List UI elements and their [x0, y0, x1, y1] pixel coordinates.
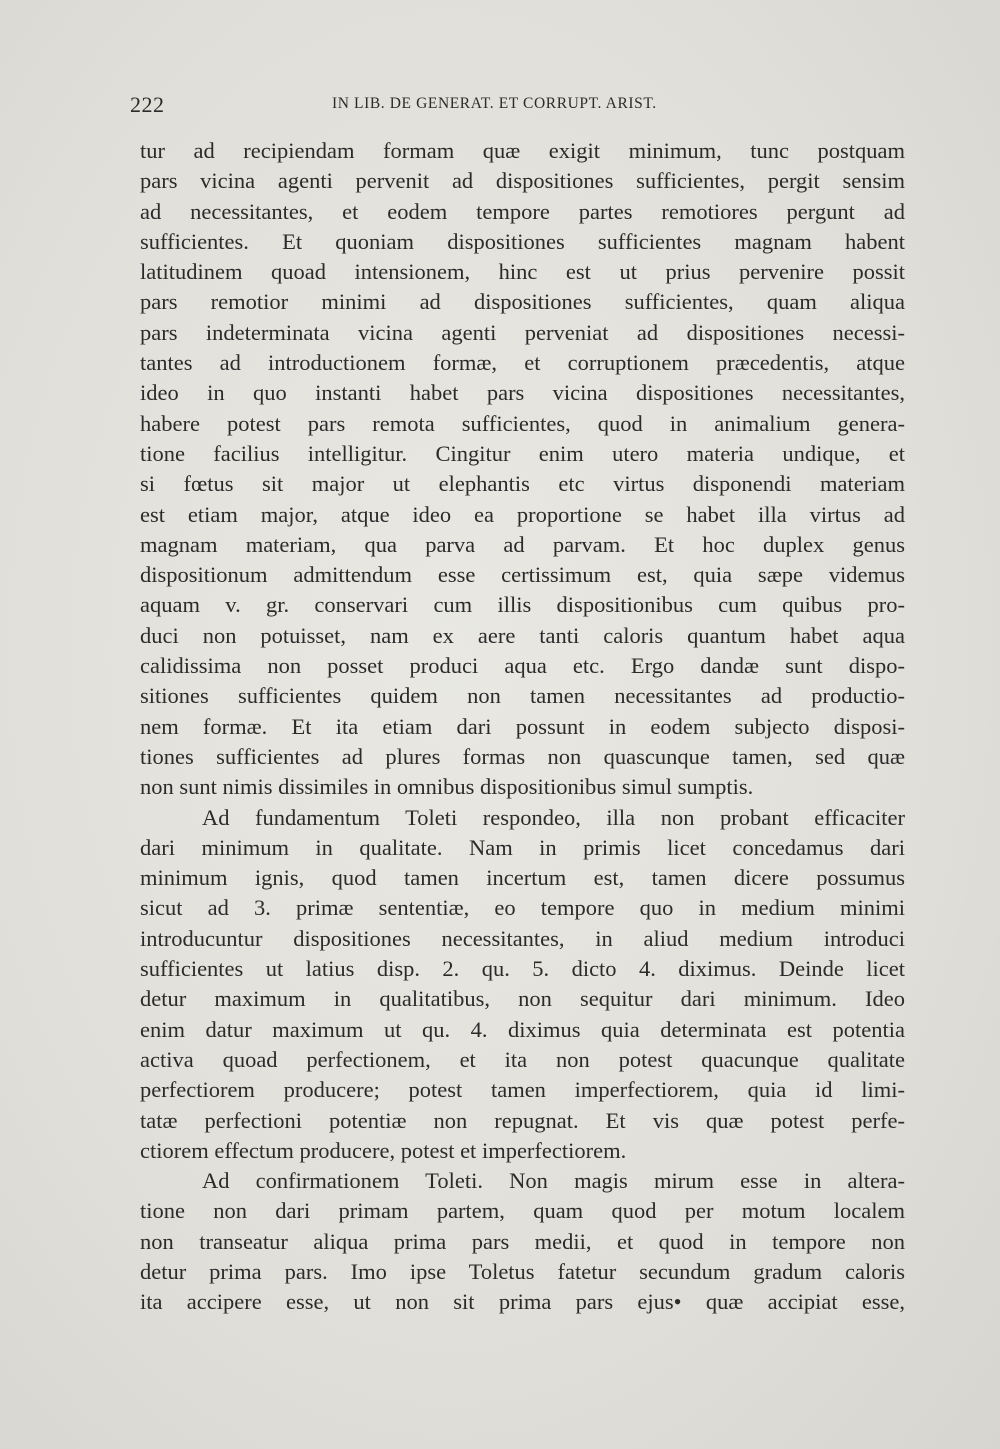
- text-line: pars remotior minimi ad dispositiones sufficientes, quam aliqua: [140, 289, 905, 315]
- text-line: activa quoad perfectionem, et ita non potest quacunque qualitate: [140, 1046, 905, 1072]
- text-line: si fœtus sit major ut elephantis etc virtus disponendi materiam: [140, 471, 905, 497]
- text-line: dari minimum in qualitate. Nam in primis licet concedamus dari: [140, 834, 905, 860]
- paragraph-first-line: Ad confirmationem Toleti. Non magis mirum esse in altera-: [202, 1168, 905, 1194]
- text-line: aquam v. gr. conservari cum illis dispositionibus cum quibus pro-: [140, 592, 905, 618]
- text-line: duci non potuisset, nam ex aere tanti caloris quantum habet aqua: [140, 622, 905, 648]
- paragraph-last-line: ctiorem effectum producere, potest et imperfectiorem.: [140, 1137, 627, 1163]
- text-line: pars indeterminata vicina agenti perveniat ad dispositiones necessi-: [140, 319, 905, 345]
- text-line: sicut ad 3. primæ sententiæ, eo tempore quo in medium minimi: [140, 895, 905, 921]
- running-head: [130, 92, 720, 122]
- text-line: sitiones sufficientes quidem non tamen necessitantes ad productio-: [140, 683, 905, 709]
- text-line: tione non dari primam partem, quam quod per motum localem: [140, 1198, 905, 1224]
- text-line: calidissima non posset produci aqua etc. Ergo dandæ sunt dispo-: [140, 653, 905, 679]
- text-line: sufficientes ut latius disp. 2. qu. 5. dicto 4. diximus. Deinde licet: [140, 956, 905, 982]
- text-line: non transeatur aliqua prima pars medii, et quod in tempore non: [140, 1228, 905, 1254]
- text-line: habere potest pars remota sufficientes, quod in animalium genera-: [140, 410, 905, 436]
- text-line: latitudinem quoad intensionem, hinc est ut prius pervenire possit: [140, 259, 905, 285]
- text-line: tatæ perfectioni potentiæ non repugnat. Et vis quæ potest perfe-: [140, 1107, 905, 1133]
- text-line: pars vicina agenti pervenit ad dispositiones sufficientes, pergit sensim: [140, 168, 905, 194]
- paragraph-last-line: non sunt nimis dissimiles in omnibus dispositionibus simul sumptis.: [140, 774, 754, 800]
- text-line: minimum ignis, quod tamen incertum est, tamen dicere possumus: [140, 865, 905, 891]
- text-line: dispositionum admittendum esse certissimum est, quia sæpe videmus: [140, 562, 905, 588]
- text-line: ideo in quo instanti habet pars vicina dispositiones necessitantes,: [140, 380, 905, 406]
- text-line: tiones sufficientes ad plures formas non quascunque tamen, sed quæ: [140, 743, 905, 769]
- text-line: perfectiorem producere; potest tamen imperfectiorem, quia id limi-: [140, 1077, 905, 1103]
- text-line: ita accipere esse, ut non sit prima pars ejus• quæ accipiat esse,: [140, 1289, 905, 1315]
- text-line: introducuntur dispositiones necessitantes, in aliud medium introduci: [140, 925, 905, 951]
- text-line: ad necessitantes, et eodem tempore partes remotiores pergunt ad: [140, 198, 905, 224]
- text-line: tione facilius intelligitur. Cingitur enim utero materia undique, et: [140, 440, 905, 466]
- text-line: magnam materiam, qua parva ad parvam. Et hoc duplex genus: [140, 531, 905, 557]
- text-line: nem formæ. Et ita etiam dari possunt in eodem subjecto disposi-: [140, 713, 905, 739]
- body-text: [140, 136, 905, 1318]
- paragraph-first-line: Ad fundamentum Toleti respondeo, illa non probant efficaciter: [202, 804, 905, 830]
- text-line: detur prima pars. Imo ipse Toletus fatetur secundum gradum caloris: [140, 1258, 905, 1284]
- text-line: detur maximum in qualitatibus, non sequitur dari minimum. Ideo: [140, 986, 905, 1012]
- text-line: sufficientes. Et quoniam dispositiones sufficientes magnam habent: [140, 228, 905, 254]
- page-number: 222: [130, 92, 165, 117]
- running-title: IN LIB. DE GENERAT. ET CORRUPT. ARIST.: [332, 95, 657, 112]
- text-line: tur ad recipiendam formam quæ exigit minimum, tunc postquam: [140, 138, 905, 163]
- text-line: tantes ad introductionem formæ, et corruptionem præcedentis, atque: [140, 350, 905, 376]
- text-line: est etiam major, atque ideo ea proportione se habet illa virtus ad: [140, 501, 905, 527]
- text-line: enim datur maximum ut qu. 4. diximus quia determinata est potentia: [140, 1016, 905, 1042]
